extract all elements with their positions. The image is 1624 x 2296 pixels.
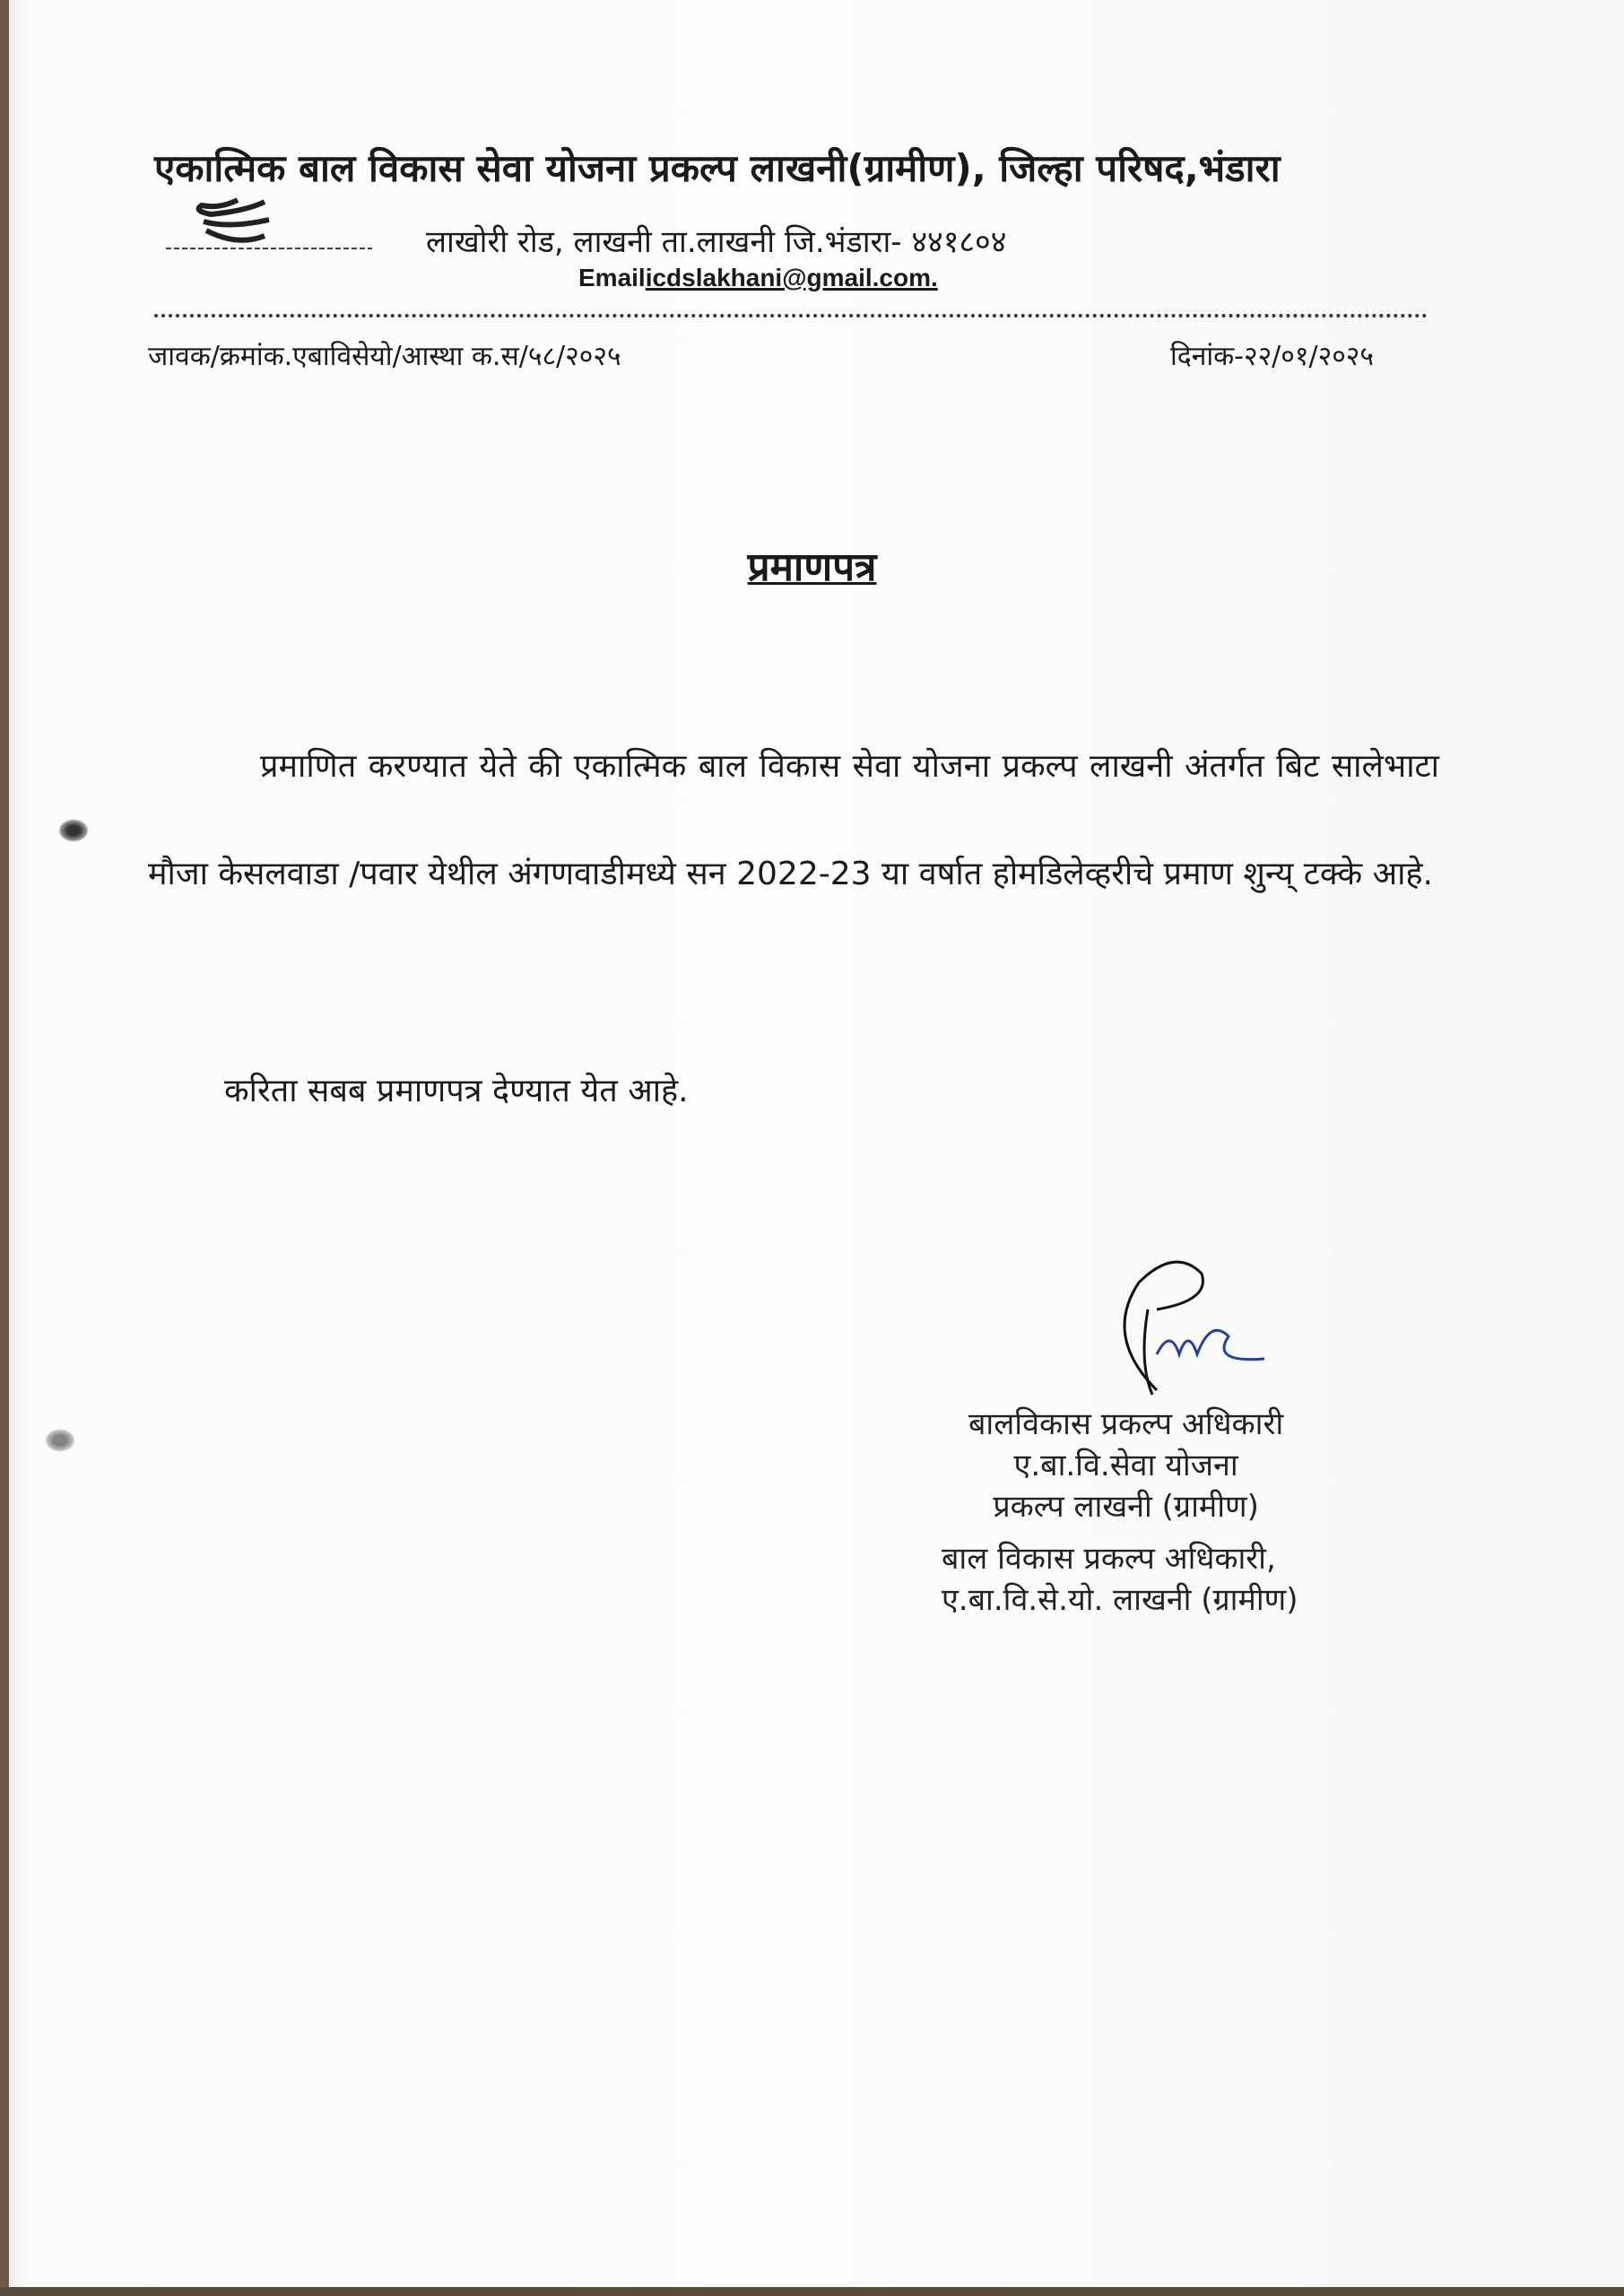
organization-name: एकात्मिक बाल विकास सेवा योजना प्रकल्प लाखनी(ग्रामीण), जिल्हा परिषद,भंडारा: [154, 146, 1281, 190]
stamp-line: ए.बा.वि.सेवा योजना: [1013, 1448, 1238, 1483]
stamp-b: [942, 1538, 1298, 1621]
stamp-line: बाल विकास प्रकल्प अधिकारी,: [942, 1541, 1276, 1577]
stamp-line: प्रकल्प लाखनी (ग्रामीण): [993, 1489, 1259, 1525]
document-title: प्रमाणपत्र: [747, 544, 877, 590]
stamp-line: ए.बा.वि.से.यो. लाखनी (ग्रामीण): [942, 1582, 1298, 1618]
certificate-body: प्रमाणित करण्यात येते की एकात्मिक बाल विकास सेवा योजना प्रकल्प लाखनी अंतर्गत बिट सालेभाटा मौजा केसलवाडा /पवार येथील अंगणवाडीमध्ये सन 2022-23 या वर्षात होमडिलेव्हरीचे प्रमाण शुन्य् टक्के आहे.: [148, 748, 1439, 892]
address: लाखोरी रोड, लाखनी ता.लाखनी जि.भंडारा- ४४१८०४: [426, 224, 1007, 260]
email-link[interactable]: icdslakhani@gmail.com.: [645, 264, 938, 291]
certificate-closing: करिता सबब प्रमाणपत्र देण्यात येत आहे.: [224, 1073, 689, 1109]
reference-number: जावक/क्रमांक.एबाविसेयो/आस्था क.स/५८/२०२५: [148, 341, 621, 372]
scan-edge: [0, 2287, 1624, 2296]
stamp-line: बालविकास प्रकल्प अधिकारी: [968, 1406, 1284, 1442]
logo-icon: [166, 193, 372, 256]
dotted-divider: [154, 314, 1428, 317]
signature: [1103, 1256, 1318, 1399]
email-label: Email: [578, 264, 646, 291]
email-line: [578, 264, 938, 292]
document-date: दिनांक-२२/०१/२०२५: [1170, 341, 1374, 372]
punch-hole-icon: [45, 1429, 75, 1452]
scan-edge: [0, 0, 9, 2296]
stamp-a: [968, 1404, 1283, 1527]
punch-hole-icon: [58, 819, 89, 842]
